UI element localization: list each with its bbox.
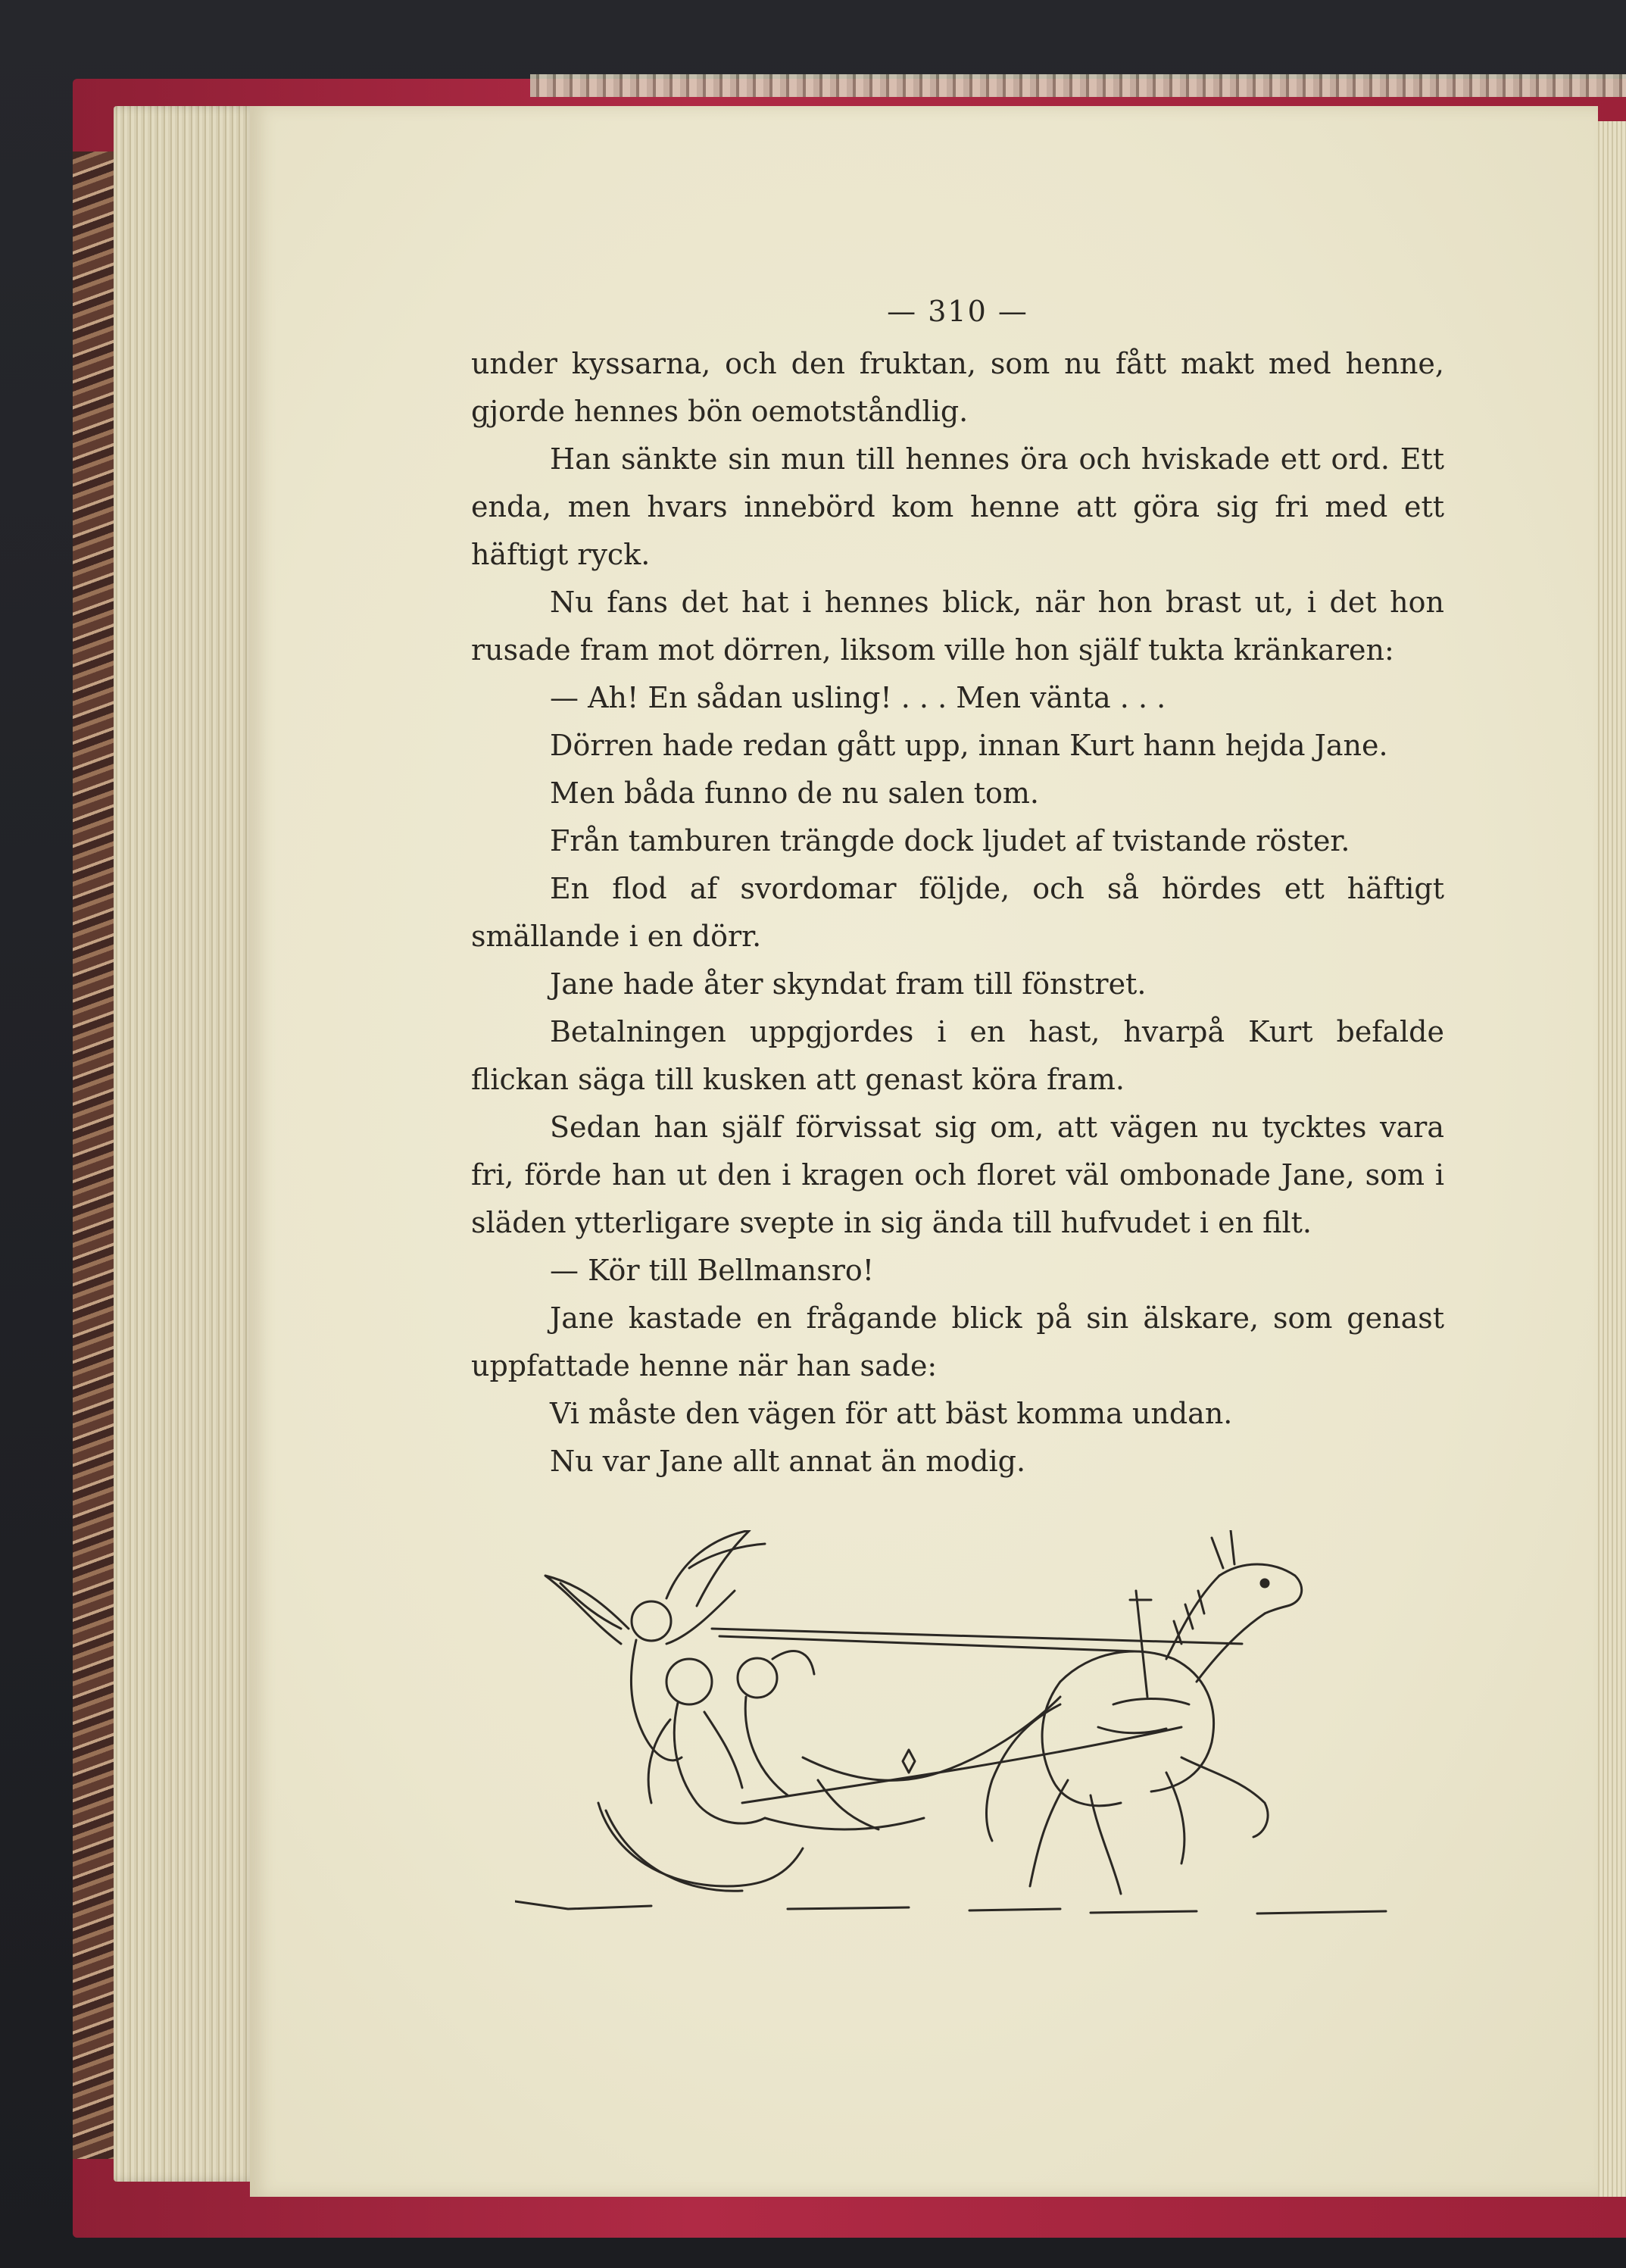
paragraph: — Ah! En sådan usling! . . . Men vänta . . .: [550, 681, 1166, 714]
paragraph: Jane kastade en frågande blick på sin älskare, som genast uppfattade henne när han sade:: [471, 1301, 1444, 1382]
paragraph: Han sänkte sin mun till hennes öra och hviskade ett ord. Ett enda, men hvars innebörd kom henne att göra sig fri med ett häftigt ryck.: [471, 442, 1444, 571]
paragraph: Sedan han själf förvissat sig om, att vägen nu tycktes vara fri, förde han ut den i kragen och floret väl ombonade Jane, som i släden ytterligare svepte in sig ända till hufvudet i en filt.: [471, 1111, 1444, 1239]
paragraph: Nu var Jane allt annat än modig.: [550, 1445, 1026, 1478]
marbled-endpaper: [73, 152, 118, 2159]
paragraph: Vi måste den vägen för att bäst komma undan.: [550, 1397, 1233, 1430]
paragraph: Nu fans det hat i hennes blick, när hon brast ut, i det hon rusade fram mot dörren, liksom ville hon själf tukta kränkaren:: [471, 586, 1444, 667]
paragraph: Från tamburen trängde dock ljudet af tvistande röster.: [550, 824, 1350, 858]
page-number: — 310 —: [887, 295, 1028, 328]
page-stack-left: [114, 106, 257, 2182]
paragraph: Jane hade åter skyndat fram till fönstret.: [550, 967, 1147, 1001]
page-text: [471, 288, 1444, 1485]
paragraph: Men båda funno de nu salen tom.: [550, 776, 1039, 810]
paragraph: Dörren hade redan gått upp, innan Kurt hann hejda Jane.: [550, 729, 1388, 762]
paragraph: under kyssarna, och den fruktan, som nu fått makt med henne, gjorde hennes bön oemotståndlig.: [471, 347, 1444, 428]
page-top-edge: [530, 74, 1626, 97]
paragraph: Betalningen uppgjordes i en hast, hvarpå Kurt befalde flickan säga till kusken att genast köra fram.: [471, 1015, 1444, 1096]
paragraph: — Kör till Bellmansro!: [550, 1254, 875, 1287]
cherubs-horse-sleigh-illustration: [515, 1530, 1393, 1954]
paragraph: En flod af svordomar följde, och så hördes ett häftigt smällande i en dörr.: [471, 872, 1444, 953]
